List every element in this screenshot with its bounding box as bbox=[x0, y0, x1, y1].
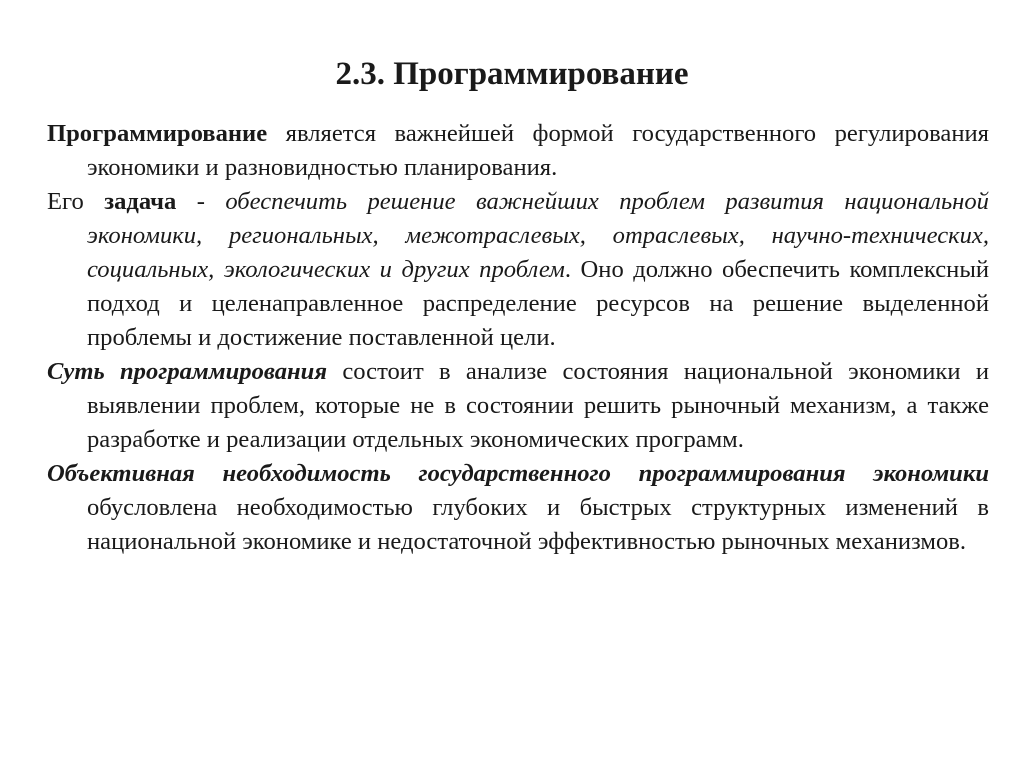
definition-text: является важнейшей формой государственного регулирования экономики и разновидностью планирования. bbox=[87, 120, 989, 181]
slide-content bbox=[47, 117, 989, 559]
term-task: задача bbox=[104, 188, 177, 215]
paragraph-definition bbox=[47, 117, 989, 185]
task-italic-text: обеспечить решение важнейших проблем развития национальной экономики, региональных, межотраслевых, отраслевых, научно-технических, социальных, экологических и других проблем bbox=[87, 188, 989, 283]
term-essence: Суть программирования bbox=[47, 358, 328, 385]
slide-title: 2.3. Программирование bbox=[335, 56, 689, 92]
paragraph-essence bbox=[47, 355, 989, 457]
task-lead: Его bbox=[47, 188, 105, 215]
essence-text: состоит в анализе состояния национальной экономики и выявлении проблем, которые не в состоянии решить рыночный механизм, а также разработке и реализации отдельных экономических программ. bbox=[87, 358, 989, 453]
term-necessity: Объективная необходимость государственного программирования экономики bbox=[47, 460, 989, 487]
paragraph-task bbox=[47, 185, 989, 355]
necessity-text: обусловлена необходимостью глубоких и быстрых структурных изменений в национальной экономике и недостаточной эффективностью рыночных механизмов. bbox=[87, 494, 989, 555]
task-text: . Оно должно обеспечить комплексный подход и целенаправленное распределение ресурсов на решение выделенной проблемы и достижение поставленной цели. bbox=[87, 256, 989, 351]
paragraph-necessity bbox=[47, 457, 989, 559]
task-dash: - bbox=[176, 188, 226, 215]
term-programming: Программирование bbox=[47, 120, 268, 147]
